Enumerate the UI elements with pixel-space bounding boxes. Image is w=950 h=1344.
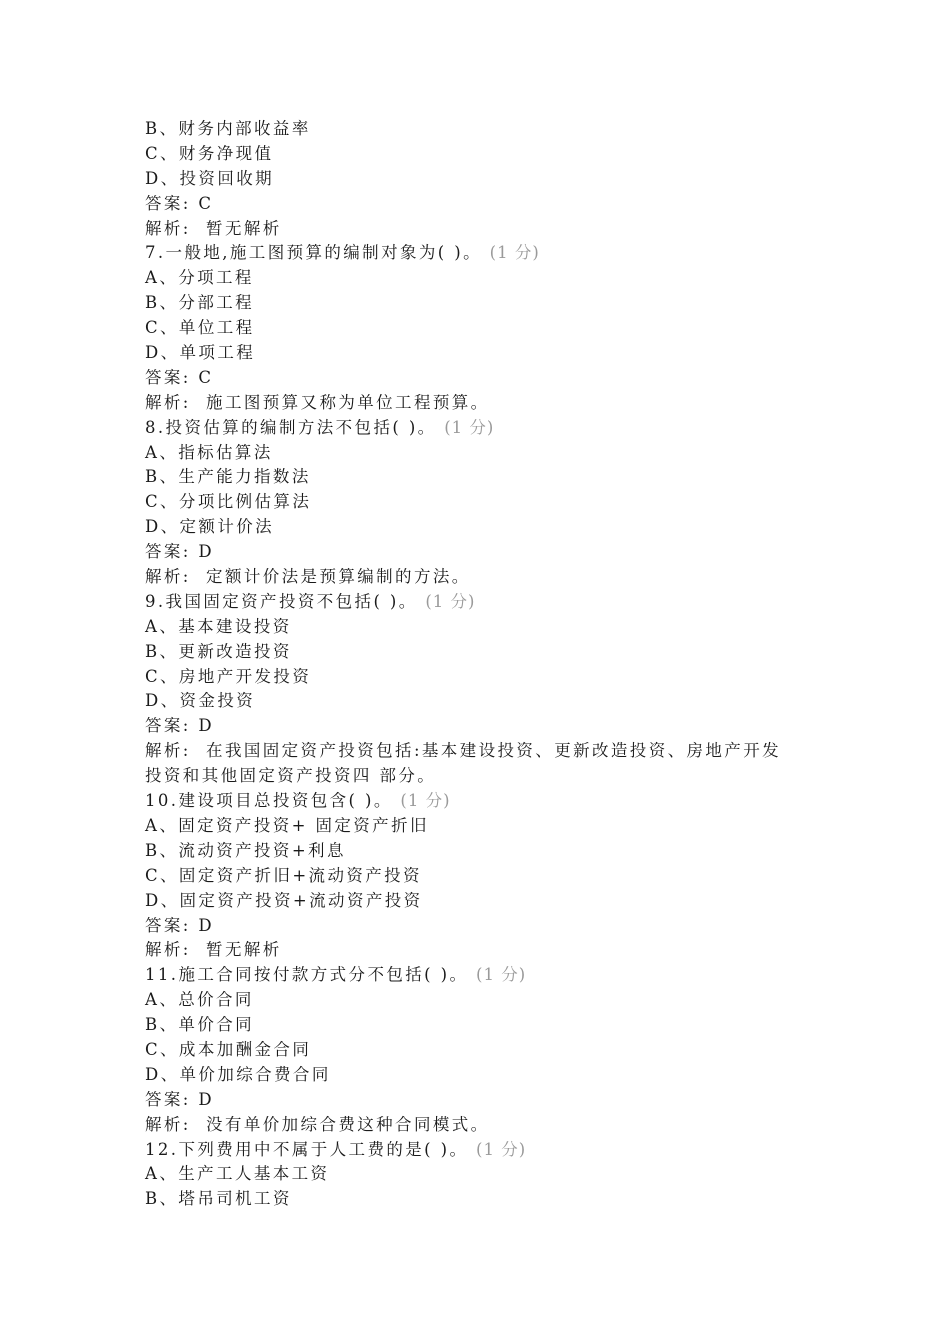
question-line xyxy=(145,241,825,266)
line-text: C、单位工程 xyxy=(145,318,255,338)
line-text: B、生产能力指数法 xyxy=(145,467,311,487)
analysis-line xyxy=(145,739,825,764)
question-line xyxy=(145,963,825,988)
line-text: 解析: 施工图预算又称为单位工程预算。 xyxy=(145,392,490,412)
option-line xyxy=(145,1013,825,1038)
analysis-line xyxy=(145,1113,825,1138)
question-score: (1 分) xyxy=(489,243,540,263)
option-line xyxy=(145,1063,825,1088)
line-text: A、分项工程 xyxy=(145,268,254,288)
analysis-line xyxy=(145,565,825,590)
line-text: B、单价合同 xyxy=(145,1015,255,1035)
line-text: C、固定资产折旧+流动资产投资 xyxy=(145,865,422,885)
line-text: 答案: C xyxy=(145,367,214,387)
option-line xyxy=(145,615,825,640)
line-text: C、房地产开发投资 xyxy=(145,666,312,686)
option-line xyxy=(145,490,825,515)
analysis-line xyxy=(145,391,825,416)
question-score: (1 分) xyxy=(425,591,476,611)
document-page xyxy=(145,117,825,1212)
line-text: B、塔吊司机工资 xyxy=(145,1189,292,1209)
line-text: A、固定资产投资+ 固定资产折旧 xyxy=(145,815,429,835)
answer-line xyxy=(145,714,825,739)
line-text: C、分项比例估算法 xyxy=(145,492,312,512)
question-line xyxy=(145,416,825,441)
line-text: 解析: 在我国固定资产投资包括:基本建设投资、更新改造投资、房地产开发 xyxy=(145,741,782,761)
line-text: 解析: 定额计价法是预算编制的方法。 xyxy=(145,567,471,587)
line-text: B、财务内部收益率 xyxy=(145,119,311,138)
line-text: 10.建设项目总投资包含( )。 xyxy=(145,791,393,811)
line-text: D、资金投资 xyxy=(145,691,256,711)
line-text: 答案: C xyxy=(145,193,214,213)
answer-line xyxy=(145,540,825,565)
option-line xyxy=(145,839,825,864)
line-text: 7.一般地,施工图预算的编制对象为( )。 xyxy=(145,243,483,263)
analysis-line xyxy=(145,938,825,963)
question-score: (1 分) xyxy=(476,965,527,985)
line-text: D、定额计价法 xyxy=(145,517,275,537)
option-line xyxy=(145,864,825,889)
question-score: (1 分) xyxy=(400,791,451,811)
question-line xyxy=(145,1138,825,1163)
answer-line xyxy=(145,192,825,217)
option-line xyxy=(145,266,825,291)
line-text: 8.投资估算的编制方法不包括( )。 xyxy=(145,417,437,437)
line-text: C、财务净现值 xyxy=(145,143,274,163)
line-text: 解析: 暂无解析 xyxy=(145,218,282,238)
option-line xyxy=(145,291,825,316)
line-text: D、单价加综合费合同 xyxy=(145,1064,331,1084)
line-text: 解析: 没有单价加综合费这种合同模式。 xyxy=(145,1114,490,1134)
option-line xyxy=(145,640,825,665)
option-line xyxy=(145,689,825,714)
line-text: B、分部工程 xyxy=(145,293,255,313)
option-line xyxy=(145,1187,825,1212)
line-text: 答案: D xyxy=(145,716,215,736)
line-text: 投资和其他固定资产投资四 部分。 xyxy=(145,766,437,786)
line-text: 解析: 暂无解析 xyxy=(145,940,282,960)
question-score: (1 分) xyxy=(444,417,495,437)
option-line xyxy=(145,341,825,366)
line-text: 答案: D xyxy=(145,1089,215,1109)
option-line xyxy=(145,988,825,1013)
question-line xyxy=(145,789,825,814)
line-text: A、生产工人基本工资 xyxy=(145,1164,330,1184)
option-line xyxy=(145,515,825,540)
line-text: D、固定资产投资+流动资产投资 xyxy=(145,890,423,910)
option-line xyxy=(145,1038,825,1063)
line-text: D、单项工程 xyxy=(145,343,256,363)
question-line xyxy=(145,590,825,615)
line-text: A、基本建设投资 xyxy=(145,616,292,636)
line-text: 12.下列费用中不属于人工费的是( )。 xyxy=(145,1139,469,1159)
option-line xyxy=(145,167,825,192)
option-line xyxy=(145,142,825,167)
line-text: B、更新改造投资 xyxy=(145,641,292,661)
option-line xyxy=(145,665,825,690)
option-line xyxy=(145,814,825,839)
option-line xyxy=(145,441,825,466)
line-text: B、流动资产投资+利息 xyxy=(145,840,346,860)
option-line xyxy=(145,889,825,914)
answer-line xyxy=(145,1088,825,1113)
answer-line xyxy=(145,366,825,391)
line-text: 答案: D xyxy=(145,542,215,562)
analysis-line xyxy=(145,217,825,242)
question-score: (1 分) xyxy=(476,1139,527,1159)
answer-line xyxy=(145,914,825,939)
line-text: A、指标估算法 xyxy=(145,442,273,462)
line-text: 11.施工合同按付款方式分不包括( )。 xyxy=(145,965,469,985)
option-line xyxy=(145,1162,825,1187)
line-text: A、总价合同 xyxy=(145,990,254,1010)
line-text: 答案: D xyxy=(145,915,215,935)
line-text: D、投资回收期 xyxy=(145,168,275,188)
line-text: C、成本加酬金合同 xyxy=(145,1039,312,1059)
option-line xyxy=(145,316,825,341)
line-text: 9.我国固定资产投资不包括( )。 xyxy=(145,591,418,611)
option-line xyxy=(145,117,825,142)
analysis-line-continued xyxy=(145,764,825,789)
option-line xyxy=(145,465,825,490)
